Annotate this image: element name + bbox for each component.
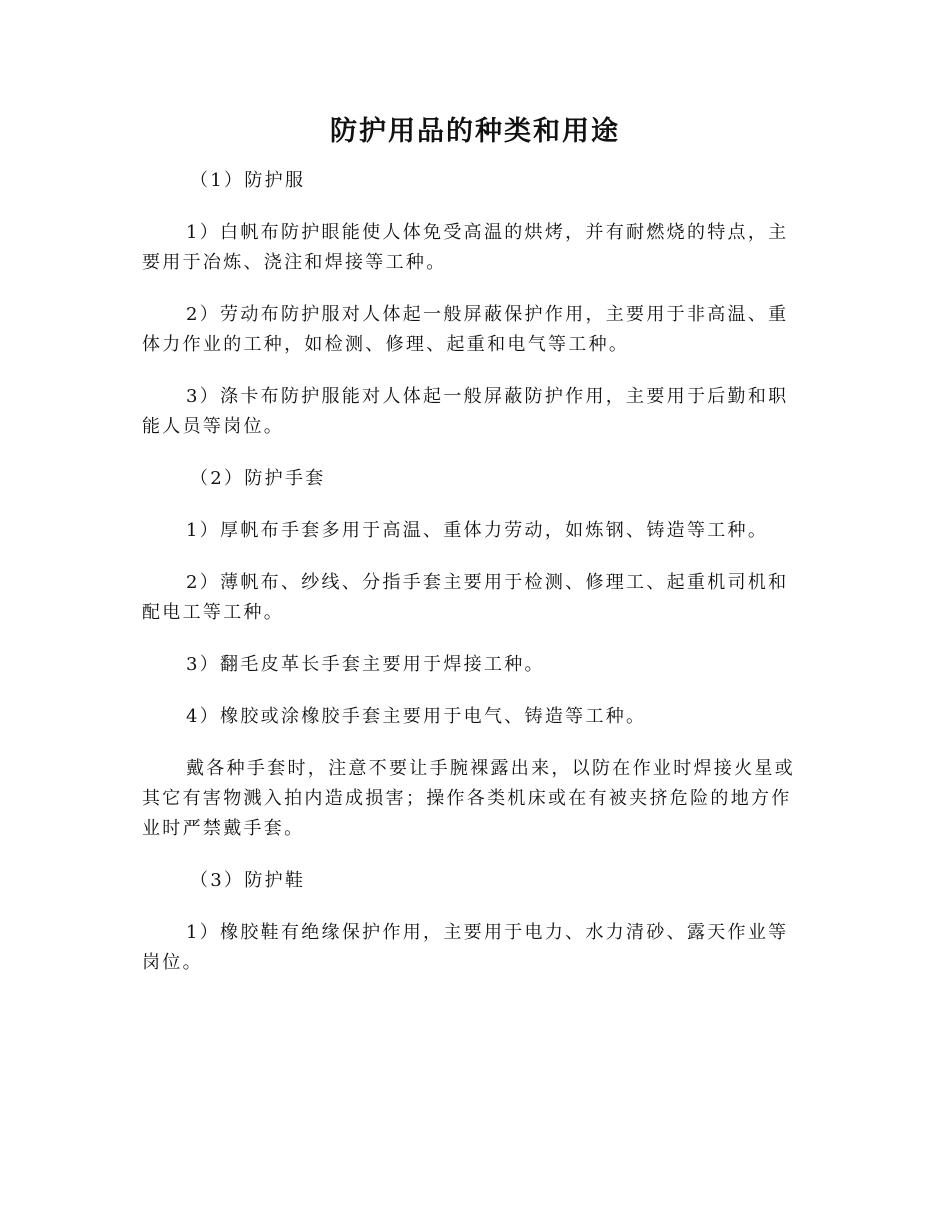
paragraph: 3）翻毛皮革长手套主要用于焊接工种。 — [186, 654, 545, 675]
section-heading-protective-gloves: （2）防护手套 — [190, 468, 326, 489]
document-body — [142, 166, 808, 1000]
paragraph: 1）白帆布防护眼能使人体免受高温的烘烤，并有耐燃烧的特点，主要用于冶炼、浇注和焊接等工种。 — [142, 222, 789, 273]
paragraph: 戴各种手套时，注意不要让手腕裸露出来，以防在作业时焊接火星或其它有害物溅入拍内造成损害；操作各类机床或在有被夹挤危险的地方作业时严禁戴手套。 — [142, 758, 795, 839]
paragraph: 2）劳动布防护服对人体起一般屏蔽保护作用，主要用于非高温、重体力作业的工种，如检测、修理、起重和电气等工种。 — [142, 304, 789, 355]
section-heading-protective-clothing: （1）防护服 — [190, 170, 306, 191]
document-title: 防护用品的种类和用途 — [330, 116, 620, 147]
section-heading-protective-shoes: （3）防护鞋 — [190, 870, 306, 891]
paragraph: 2）薄帆布、纱线、分指手套主要用于检测、修理工、起重机司机和配电工等工种。 — [142, 572, 789, 623]
paragraph: 4）橡胶或涂橡胶手套主要用于电气、铸造等工种。 — [186, 706, 647, 727]
paragraph: 3）涤卡布防护服能对人体起一般屏蔽防护作用，主要用于后勤和职能人员等岗位。 — [142, 386, 789, 437]
paragraph: 1）厚帆布手套多用于高温、重体力劳动，如炼钢、铸造等工种。 — [186, 520, 769, 541]
paragraph: 1）橡胶鞋有绝缘保护作用，主要用于电力、水力清砂、露天作业等岗位。 — [142, 922, 789, 973]
